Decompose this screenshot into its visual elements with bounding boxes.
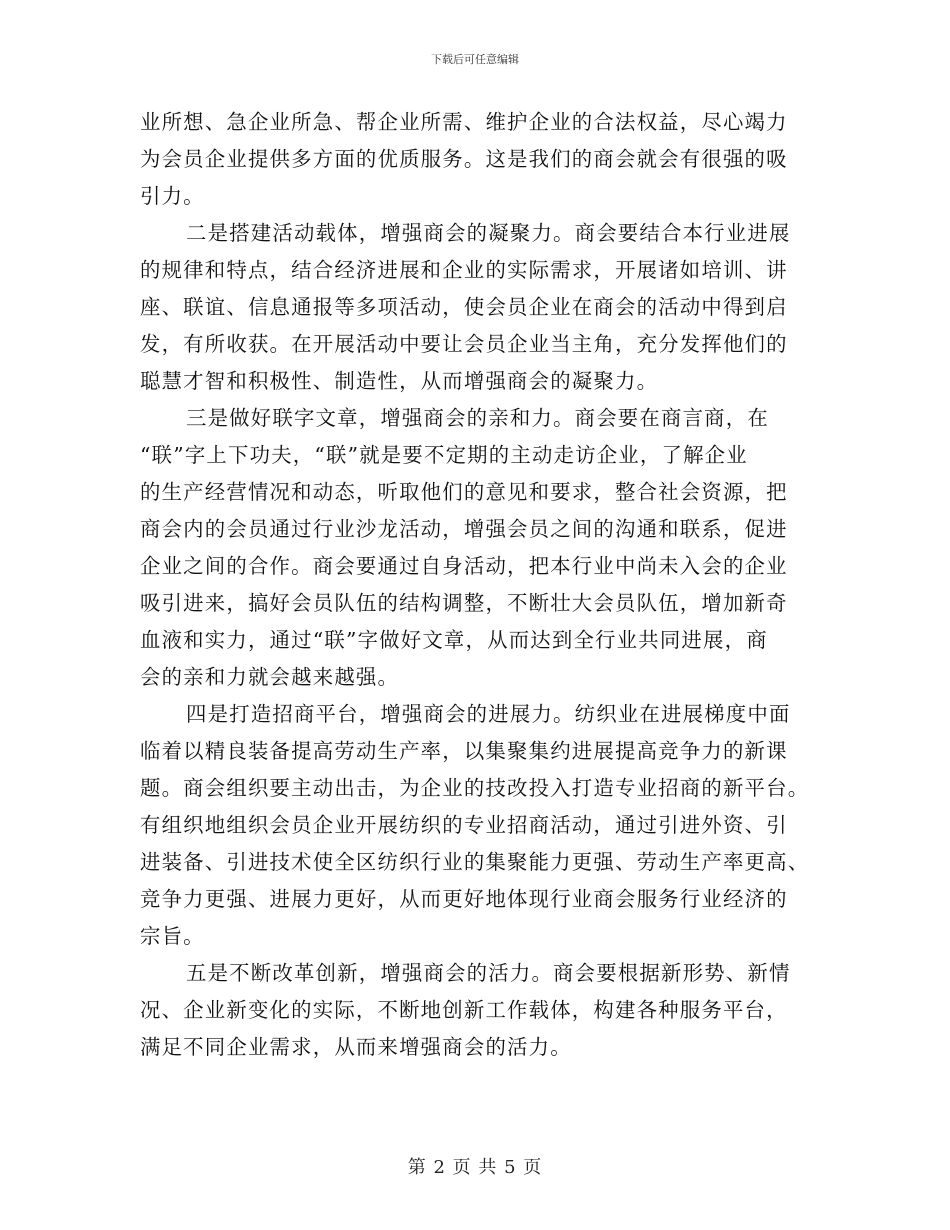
text-line: 题。商会组织要主动出击，为企业的技改投入打造专业招商的新平台。 <box>140 776 810 800</box>
text-line: 商会内的会员通过行业沙龙活动，增强会员之间的沟通和联系，促进 <box>140 517 788 541</box>
text-line: 的规律和特点，结合经济进展和企业的实际需求，开展诸如培训、讲 <box>140 258 788 282</box>
text-line: 座、联谊、信息通报等多项活动，使会员企业在商会的活动中得到启 <box>140 295 788 319</box>
text-line: 进装备、引进技术使全区纺织行业的集聚能力更强、劳动生产率更高、 <box>140 850 810 874</box>
text-line: 满足不同企业需求，从而来增强商会的活力。 <box>140 1035 572 1059</box>
text-line: 临着以精良装备提高劳动生产率，以集聚集约进展提高竞争力的新课 <box>140 739 788 763</box>
page-header: 下载后可任意编辑 <box>431 53 519 66</box>
text-line: 有组织地组织会员企业开展纺织的专业招商活动，通过引进外资、引 <box>140 813 788 837</box>
text-line: 业所想、急企业所急、帮企业所需、维护企业的合法权益，尽心竭力 <box>140 110 788 134</box>
document-body <box>140 104 820 1066</box>
text-line: 况、企业新变化的实际，不断地创新工作载体，构建各种服务平台， <box>140 998 788 1022</box>
text-line: 竞争力更强、进展力更好，从而更好地体现行业商会服务行业经济的 <box>140 887 788 911</box>
text-line: 引力。 <box>140 184 205 208</box>
text-line: 会的亲和力就会越来越强。 <box>140 665 400 689</box>
text-line: 血液和实力，通过“联”字做好文章，从而达到全行业共同进展，商 <box>140 628 768 652</box>
text-line: “联”字上下功夫，“联”就是要不定期的主动走访企业，了解企业 <box>140 443 748 467</box>
paragraph-start-line: 四是打造招商平台，增强商会的进展力。纺织业在进展梯度中面 <box>186 702 791 726</box>
paragraph-start-line: 二是搭建活动载体，增强商会的凝聚力。商会要结合本行业进展 <box>186 221 791 245</box>
text-line: 为会员企业提供多方面的优质服务。这是我们的商会就会有很强的吸 <box>140 147 788 171</box>
paragraph-start-line: 五是不断改革创新，增强商会的活力。商会要根据新形势、新情 <box>186 961 791 985</box>
text-line: 吸引进来，搞好会员队伍的结构调整，不断壮大会员队伍，增加新奇 <box>140 591 788 615</box>
text-line: 聪慧才智和积极性、制造性，从而增强商会的凝聚力。 <box>140 369 659 393</box>
text-line: 发，有所收获。在开展活动中要让会员企业当主角，充分发挥他们的 <box>140 332 788 356</box>
page-footer: 第 2 页 共 5 页 <box>407 1157 543 1178</box>
text-line: 宗旨。 <box>140 924 205 948</box>
paragraph-start-line: 三是做好联字文章，增强商会的亲和力。商会要在商言商，在 <box>186 406 769 430</box>
text-line: 的生产经营情况和动态，听取他们的意见和要求，整合社会资源，把 <box>140 480 788 504</box>
text-line: 企业之间的合作。商会要通过自身活动，把本行业中尚未入会的企业 <box>140 554 788 578</box>
